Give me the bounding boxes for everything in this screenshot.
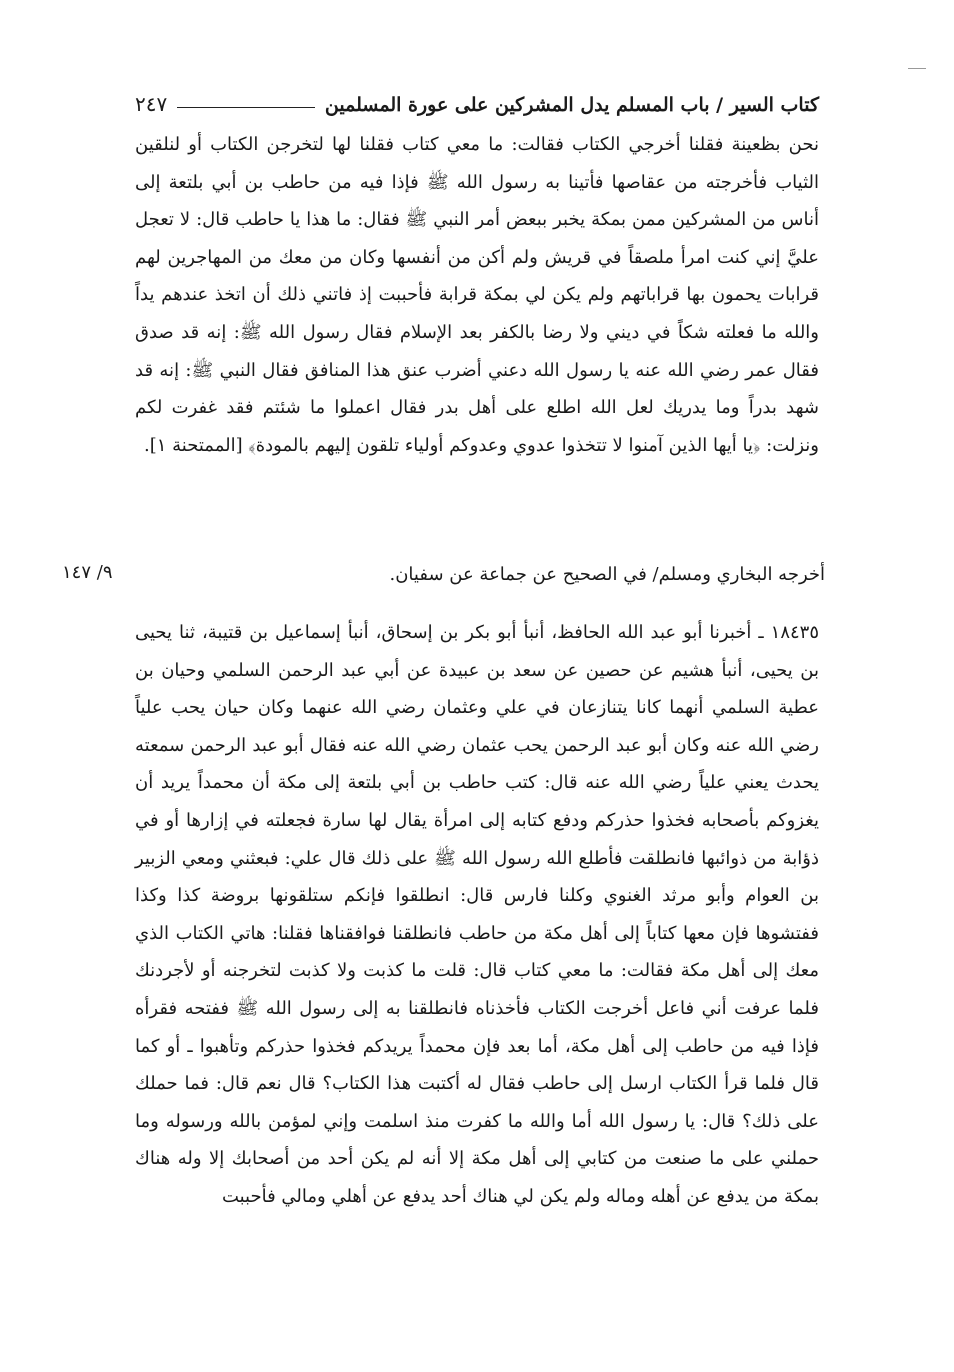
margin-reference: ٩/ ١٤٧ (62, 562, 113, 583)
corner-mark (908, 68, 926, 69)
paragraph-hadith-continuation: نحن بظعينة فقلنا أخرجي الكتاب فقالت: ما معي كتاب فقلنا لها لتخرجن الكتاب أو لنلقين الثياب فأخرجته من عقاصها فأتينا به رسول الله ﷺ فإذا فيه من حاطب بن أبي بلتعة إلى أناس من المشركين ممن بمكة يخبر ببعض أمر النبي ﷺ فقال: ما هذا يا حاطب قال: لا تعجل عليَّ إني كنت امرأ ملصقاً في قريش ولم أكن من أنفسها وكان من معك من المهاجرين لهم قرابات يحمون بها قراباتهم ولم يكن لي بمكة قرابة فأحببت إذ فاتني ذلك أن اتخذ عندهم يداً والله ما فعلته شكاً في ديني ولا رضا بالكفر بعد الإسلام فقال رسول الله ﷺ: إنه قد صدق فقال عمر رضي الله عنه يا رسول الله دعني أضرب عنق هذا المنافق فقال النبي ﷺ: إنه قد شهد بدراً وما يدريك لعل الله اطلع على أهل بدر فقال اعملوا ما شئتم فقد غفرت لكم ونزلت: ﴿يا أيها الذين آمنوا لا تتخذوا عدوي وعدوكم أولياء تلقون إليهم بالمودة﴾ [الممتحنة ١]. (135, 134, 819, 456)
running-header (135, 82, 819, 116)
header-title: كتاب السير / باب المسلم يدل المشركين على عورة المسلمين (324, 94, 819, 116)
paragraph-source-note: أخرجه البخاري ومسلم/ في الصحيح عن جماعة عن سفيان. (389, 564, 825, 585)
header-rule (177, 107, 315, 108)
page-number: ٢٤٧ (135, 92, 168, 116)
paragraph-hadith-18435: ١٨٤٣٥ ـ أخبرنا أبو عبد الله الحافظ، أنبأ أبو بكر بن إسحاق، أنبأ إسماعيل بن قتيبة، ثنا يحيى بن يحيى، أنبأ هشيم عن حصين عن سعد بن عبيدة عن أبي عبد الرحمن السلمي وحيان بن عطية السلمي أنهما كانا يتنازعان في علي وعثمان رضي الله عنهما وكان حيان يحب علياً رضي الله عنه وكان أبو عبد الرحمن يحب عثمان رضي الله عنه فقال أبو عبد الرحمن سمعته يحدث يعني علياً رضي الله عنه قال: كتب حاطب بن أبي بلتعة إلى مكة أن محمداً يريد أن يغزوكم بأصحابه فخذوا حذركم ودفع كتابه إلى امرأة يقال لها سارة فجعلته في إزارها أو في ذؤابة من ذوائبها فانطلقت فأطلع الله رسول الله ﷺ على ذلك قال علي: فبعثني ومعي الزبير بن العوام وأبو مرثد الغنوي وكلنا فارس قال: انطلقوا فإنكم ستلقونها بروضة كذا وكذا ففتشوها فإن معها كتاباً إلى أهل مكة من حاطب فانطلقنا فوافقناها فقلنا: هاتي الكتاب الذي معك إلى أهل مكة فقالت: ما معي كتاب قال: قلت ما كذبت ولا كذبت لتخرجنه أو لأجردنك فلما عرفت أني فاعل أخرجت الكتاب فأخذناه فانطلقنا به إلى رسول الله ﷺ ففتحه فقرأه فإذا فيه من حاطب إلى أهل مكة، أما بعد فإن محمداً يريدكم فخذوا حذركم وتأهبوا ـ أو كما قال فلما قرأ الكتاب ارسل إلى حاطب فقال له أكتبت هذا الكتاب؟ قال نعم قال: فما حملك على ذلك؟ قال: يا رسول الله أما والله ما كفرت منذ اسلمت وإني لمؤمن بالله ورسوله وما حملني على ما صنعت من كتابي إلى أهل مكة إلا أنه لم يكن أحد من أصحابك إلا وله هناك بمكة من يدفع عن أهله وماله ولم يكن لي هناك أحد يدفع عن أهلي ومالي فأحببت (135, 622, 819, 1207)
